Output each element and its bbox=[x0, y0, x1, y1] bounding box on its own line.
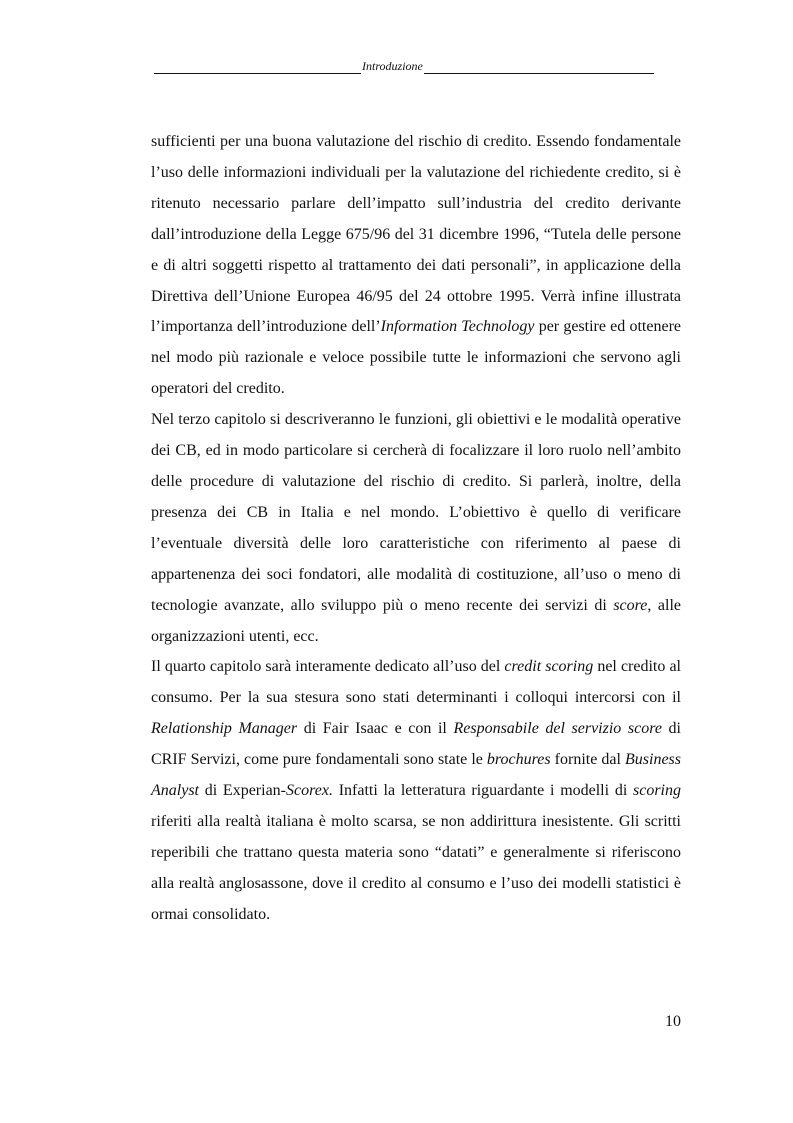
text-run: fornite dal bbox=[550, 751, 625, 769]
text-run: per gestire ed ottenere nel modo più razionale e veloce possibile tutte le informazioni che servono agli operatori del credito. bbox=[151, 318, 681, 398]
paragraph-1 bbox=[151, 127, 681, 405]
text-run: di CRIF Servizi, come pure fondamentali sono state le bbox=[151, 720, 681, 769]
italic-term: scoring bbox=[633, 782, 681, 800]
italic-term: credit scoring bbox=[504, 658, 594, 676]
text-run: di Fair Isaac e con il bbox=[297, 720, 454, 738]
italic-term: brochures bbox=[486, 751, 551, 769]
italic-term: Business Analyst bbox=[151, 751, 681, 800]
text-run: Nel terzo capitolo si descriveranno le funzioni, gli obiettivi e le modalità operative dei CB, ed in modo particolare si cercherà di focalizzare il loro ruolo nell’ambito delle procedure di valutazione del rischio di credito. Si parlerà, inoltre, della presenza dei CB in Italia e nel mondo. L’obiettivo è quello di verificare l’eventuale diversità delle loro caratteristiche con riferimento al paese di appartenenza dei soci fondatori, alle modalità di costituzione, all’uso o meno di tecnologie avanzate, allo sviluppo più o meno recente dei servizi di bbox=[151, 411, 681, 614]
text-run: di Experian- bbox=[199, 782, 287, 800]
page-number: 10 bbox=[665, 1013, 681, 1030]
header-rule-right bbox=[424, 60, 654, 74]
text-run: nel credito al consumo. Per la sua stesura sono stati determinanti i colloqui intercorsi con il bbox=[151, 658, 682, 707]
header-title: Introduzione bbox=[362, 59, 423, 73]
paragraph-3 bbox=[151, 652, 681, 930]
text-run: riferiti alla realtà italiana è molto scarsa, se non addirittura inesistente. Gli scritti reperibili che trattano questa materia sono “datati” e generalmente si riferiscono alla realtà anglosassone, dove il credito al consumo e l’uso dei modelli statistici è ormai consolidato. bbox=[151, 812, 681, 923]
italic-term: Relationship Manager bbox=[151, 720, 298, 738]
header-rule-left bbox=[154, 60, 361, 74]
text-run: Il quarto capitolo sarà interamente dedicato all’uso del bbox=[151, 658, 505, 676]
running-header bbox=[154, 58, 654, 74]
italic-term: score bbox=[613, 596, 648, 614]
text-run: Infatti la letteratura riguardante i modelli di bbox=[332, 782, 633, 800]
text-run: , alle organizzazioni utenti, ecc. bbox=[151, 596, 682, 645]
italic-term: Information Technology bbox=[380, 318, 535, 336]
italic-term: Responsabile del servizio score bbox=[453, 720, 662, 738]
text-run: sufficienti per una buona valutazione del rischio di credito. Essendo fondamentale l’uso delle informazioni individuali per la valutazione del richiedente credito, si è ritenuto necessario parlare dell’impatto sull’industria del credito derivante dall’introduzione della Legge 675/96 del 31 dicembre 1996, “Tutela delle persone e di altri soggetti rispetto al trattamento dei dati personali”, in applicazione della Direttiva dell’Unione Europea 46/95 del 24 ottobre 1995. Verrà infine illustrata l’importanza dell’introduzione dell’ bbox=[151, 133, 681, 336]
paragraph-2 bbox=[151, 405, 681, 652]
body-text bbox=[151, 127, 681, 931]
italic-term: Scorex. bbox=[286, 782, 333, 800]
